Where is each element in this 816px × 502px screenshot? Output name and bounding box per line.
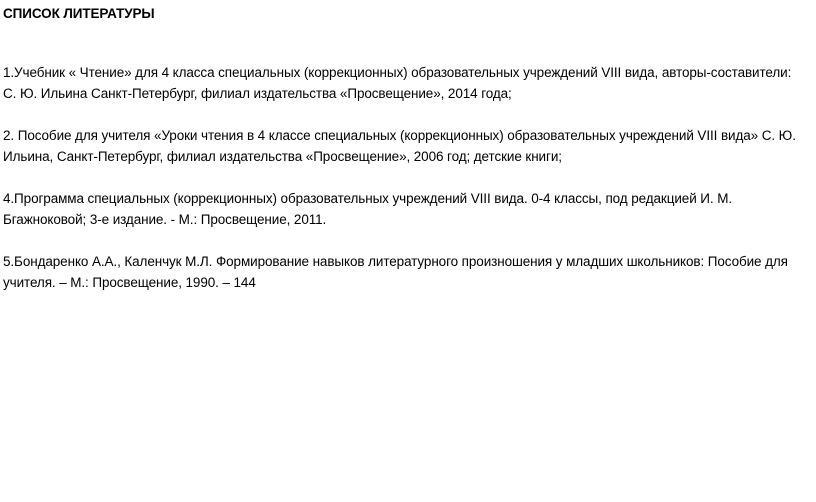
reference-item-5: 5.Бондаренко А.А., Каленчук М.Л. Формирование навыков литературного произношения у младших школьников: Пособие для учителя. – М.: Просвещение, 1990. – 144 [3, 254, 788, 290]
page-title: СПИСОК ЛИТЕРАТУРЫ [3, 6, 155, 21]
reference-item-1: 1.Учебник « Чтение» для 4 класса специальных (коррекционных) образовательных учреждений VIII вида, авторы-составители: С. Ю. Ильина Санкт-Петербург, филиал издательства «Просвещение», 2014 года; [3, 65, 792, 101]
reference-item-4: 4.Программа специальных (коррекционных) образовательных учреждений VIII вида. 0-4 классы, под редакцией И. М. Бгажноковой; 3-е издание. - М.: Просвещение, 2011. [3, 191, 732, 227]
reference-item-2: 2. Пособие для учителя «Уроки чтения в 4 классе специальных (коррекционных) образовательных учреждений VIII вида» С. Ю. Ильина, Санкт-Петербург, филиал издательства «Просвещение», 2006 год; детские книги; [3, 128, 796, 164]
reference-list [3, 62, 806, 293]
